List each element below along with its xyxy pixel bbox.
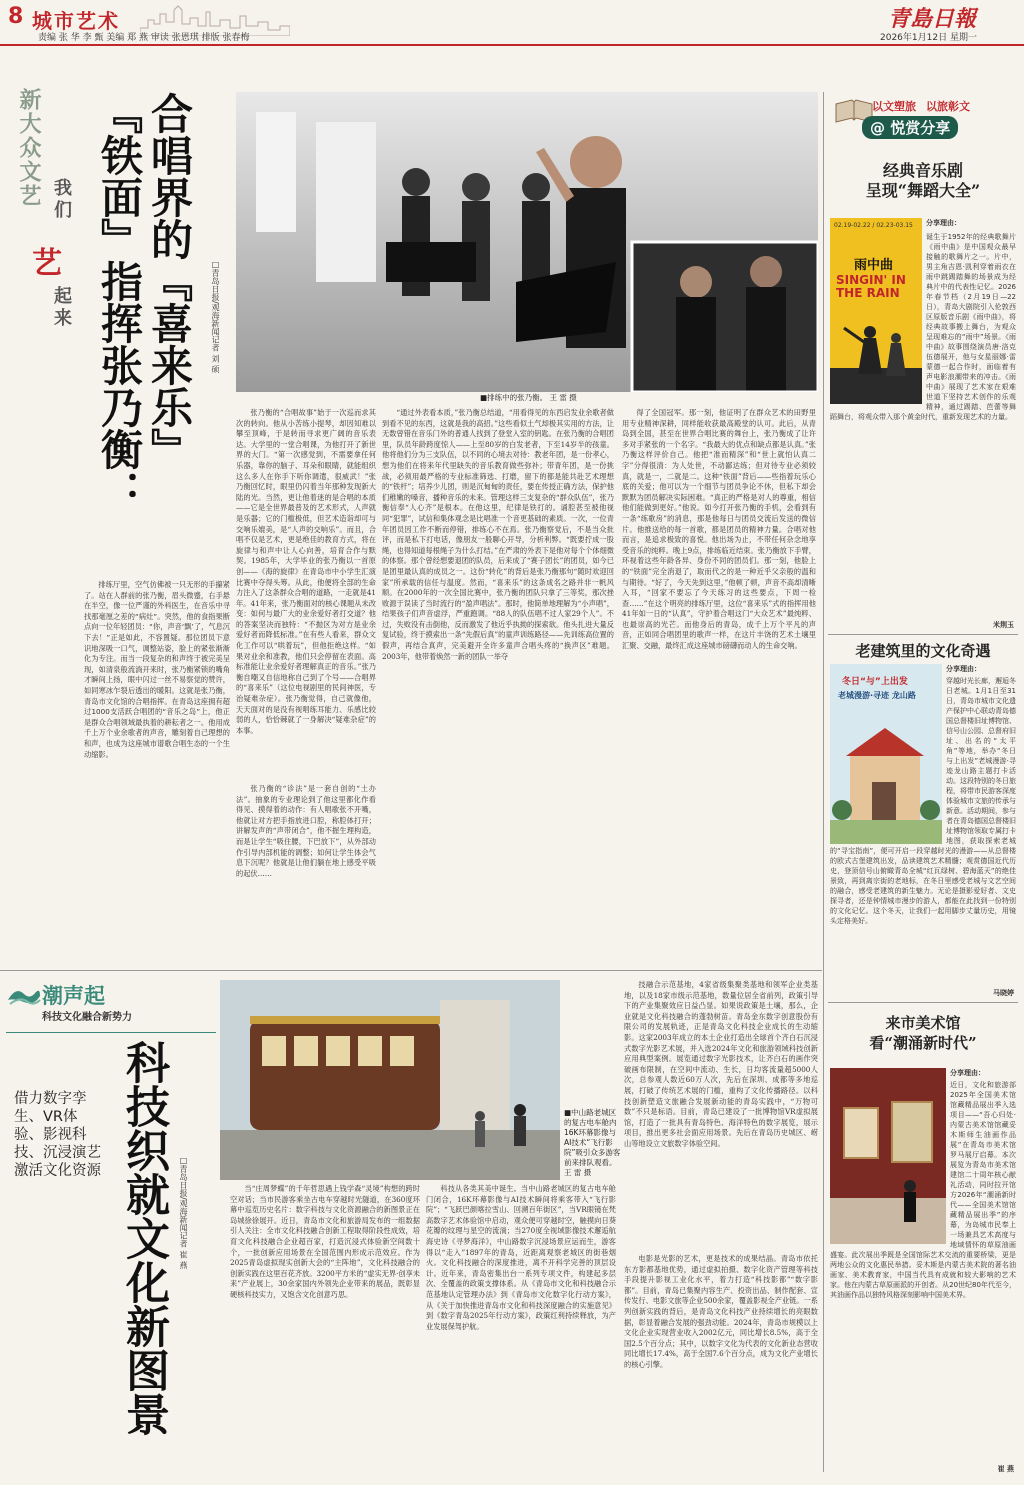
page-number: 8 <box>8 4 24 29</box>
article1-col1-text: 张乃衡的“合唱故事”始于一次巡而求其次的转向。他从小苦练小提琴，却因知难以攀至顶峰，于是转而寻求更广阔的音乐表达。大学里的一堂合唱课，为他打开了新世界的大门。“第一次感觉到，不需要拿任何乐器，靠你的脑子、耳朵和眼睛，就能组织这么多人在你手下听你调遣，很威武！”张乃衡回忆时，眼里仍闪着当年那种发现新大陆的光。当然，更让他着迷的是合唱的本质——它是全世界最普及的艺术形式，人声就是乐器；它的门槛极低，但艺术造诣却可与交响乐媲美，是“人声的交响乐”。而且，合唱不仅是艺术，更是绝佳的教育方式，将在旋律与和声中让人心向善，培育合作与默契。1985年，大学毕业的张乃衡以一首原创——《海的旋律》在青岛市中小学生汇演比赛中夺得头筹。从此，他便将全部的生命力注入了这条群众合唱的道路，一走就是41年。41年来，张乃衡面对的核心课题从未改变：如何与最广大的业余爱好者打交道？他的答案坚决而独特：“不抛区为对方是业余爱好者而降低标准。”在有些人看来，群众文化工作可以“哄着玩”，但他拒绝这样。“如果对业余和准教，他们只会停留在表面。高标准能让业余爱好者理解真正的音乐。”张乃衡自嘲又自信地称自己到了个号——合唱界的“喜来乐”（这位电视剧里的民间神医，专治疑难杂症）。张乃衡觉得，自己就像他，天天面对的是没有视唱练耳能力、乐感比较弱的人，恰恰棘就了一身解决“疑难杂症”的本事。 <box>236 408 376 735</box>
article2-col4-text: 电影是光影的艺术，更是技术的成果结晶。青岛市依托东方影都基地优势，通过虚拟拍摄、数字化资产管理等科技手段提升影视工业化水平，着力打造“科技影都”“数字影都”。目前，青岛已集聚内容生产、投资出品、制作配套、宣传发行、电影文旅等企业500余家，覆盖影视全产业链。一系列创新实践的背后，是青岛文化科技产业持续增长的亮眼数据，彰显着融合发展的强劲动能。2024年，青岛市规模以上文化企业实现营业收入2002亿元，同比增长8.5%，高于全国2.5个百分点；其中，以数字文化为代表的文化新业态营收同比增长17.4%，高于全国7.6个百分点，成为文化产业增长的核心引擎。 <box>624 1254 818 1369</box>
column-banner <box>6 88 86 368</box>
article2-deck: 借力数字孪生、VR体验、影视科技、沉浸演艺激活文化资源 <box>14 1091 101 1179</box>
article1-col4-text: 得了全国冠军。那一刻，他证明了在群众艺术的田野里用专业精神深耕，同样能收获最高殿堂的认可。此后，从青岛到全国，甚至在世界合唱比赛的舞台上，张乃衡成了让许多对手紧张的一个名字。“我最大的优点和缺点都是认真。”张乃衡这样评价自己。他把“准而精深”和“世上就怕认真二字”分得很清：为人处世，不动鄙达练；但对待专业必须较真，就是一，二就是二。这种“铁面”背后——些指着玩乐心底的关爱；他可以为一个细节与团员争论不休，但私下却会默默为团员解决实际困难。“真正的严格是对人的尊重，相信他们能做到更好。”他说。如今打开张乃衡的手机，会看到有一条“练歌房”的消息，那是他每日与团员交流后发送的微信片。他推送给的每一首歌，都是团员的精神力量。合唱对他而言，是追求极致的喜悦。他出场为止，不带任何杂念地享受音乐的纯粹。晚上9点，排练临近结束。张乃衡放下手臂，环视着这些年龄各异、身份不同的团员们。那一刻，他脸上的“铁面”完全消退了，取而代之的是一种近乎父亲般的温和与期待。“好了，今天先到这里，”他顿了顿，声音不高却清晰入耳，“回家不要忘了今天练习的这些要点，下周一检查……”在这个明亮的排练厅里，这位“喜来乐”式的指挥用他41年如一日的“认真”，守护着合唱这门“大众艺术”最纯粹、也最崇高的光芒。而他身后的青岛，成千上万个平凡的声音，正如同合唱团里的歌声一样，在这片丰饶的艺术土壤里汇聚、交融，最终汇成这座城市磅礴而动人的生命交响。 <box>622 408 816 651</box>
item1-reason-label: 分享理由： <box>926 219 961 227</box>
article1-body-col2 <box>236 784 376 964</box>
issue-date: 2026年1月12日 星期一 <box>880 33 977 43</box>
article1-body-col3 <box>382 408 614 963</box>
article1-photo <box>236 92 818 392</box>
rehearsal-photo-image <box>236 92 818 392</box>
article2-body-col4 <box>624 1254 818 1479</box>
item3-float-spacer <box>830 1080 950 1246</box>
article1-intro-text: 排练厅里，空气仿佛被一只无形的手攥紧了。站在人群前的张乃衡，眉头微蹙，右手悬在半空，像一位严谨的外科医生，在音乐中寻找那毫厘之差的“病灶”。突然，他的食指果断点向一位年轻团员：“你，声音‘飘’了，气息沉下去！”正是如此，不容置疑。那位团员下意识地深吸一口气，调整站姿，脸上的紧张渐渐化为专注。而当一段复杂的和声终于被完美呈现，如清泉般流淌开来时，张乃衡紧锁的嘴角才瞬间上扬，眼中闪过一丝不易察觉的赞许，如同寒冰乍裂后透出的暖阳。这就是张乃衡，青岛市文化馆的合唱指挥。在青岛这座拥有超过1000支活跃合唱团的“音乐之岛”上，他正是群众合唱领域最执着的耕耘者之一。他用成千上万个业余歌者的声音，雕刻着自己理想的和声，也成为这座城市谱歌合唱生态的一个生动缩影。 <box>84 580 230 759</box>
item2-reason-label: 分享理由： <box>946 665 981 673</box>
article1-photo-caption: ■排练中的张乃衡。 王 雷 摄 <box>480 393 577 402</box>
article1-headline-line1: 合唱界的『喜来乐』 <box>145 92 194 470</box>
item1-reason-text: 诞生于1952年的经典歌舞片《雨中曲》是中国观众最早接触的歌舞片之一。片中，男主角吉恩·凯利穿着雨衣在雨中跳踢踏舞的场景成为经典片中的代表性记忆。2026年春节档（2月19日—22日），青岛大剧院引入伦敦西区原版音乐剧《雨中曲》，将经典故事搬上舞台，为观众呈现难忘的“雨中”场景。《雨中曲》故事围绕演员唐·洛克伍德展开，他与女星丽娜·雷蒙德一起合作时，面临着有声电影浪潮带来的冲击。《雨中曲》展现了艺术家在艰难世道下坚持艺术创作的乐观精神，通过踢踏、芭蕾等舞蹈舞台，将观众带入那个黄金时代，重新发现艺术的力量。 <box>830 233 1016 421</box>
article2-col3-text: 技融合示范基地，4家省级集聚类基地和领军企业类基地，以及18家市级示范基地，数量位居全省前列，政策引导下的产业集聚效应日益凸显。如果说政策是土壤，那么，企业就是文化科技融合的蓬勃树苗。青岛金东数字创意股份有限公司的发展轨迹，正是青岛文化科技企业成长的生动缩影。这家2003年成立的本土企业打造出全球首个齐白石沉浸式数字光影艺术展，并入选2024年文化和旅游领域科技创新应用典型案例。展览通过数字光影技术，让齐白石的画作突破画布限制，在空间中流动、生长，日均客流量超5000人次，总参观人数近60万人次，先后在深圳、成都等多地巡展，打破了传统艺术展的门槛，重构了文化传播路径。以科技创新塑造文旅融合发展新动能的青岛实践中，“万物可数”不只是标语。目前，青岛已建设了一批博物馆VR虚拟展馆，打造了一批具有青岛特色、海洋特色的数字展览，展示项目，推出更多社会面应用场景。先后在青岛历史城区、崂山等地设立文旅数字体验空间。 <box>624 980 818 1148</box>
item2-float-spacer <box>830 676 946 846</box>
item3-reason-text-wrap <box>830 1080 1016 1464</box>
item2-reason-label-wrap <box>946 664 1016 674</box>
story-divider <box>0 970 822 971</box>
editors-line: 责编 张 华 李 甄 美编 郑 燕 审读 张恩琪 排版 张春梅 <box>38 33 250 43</box>
item2-poster-line2: 老城漫游·寻迹 龙山路 <box>838 691 916 700</box>
article1-col2-text: 张乃衡的“诊法”是一套自创的“土办法”。抽象的专业理论到了他这里都化作看得见、摸得着的动作：有人唱歌张不开嘴，他就让对方把手指放进口腔，称腔体打开；讲解发声的“声带闭合”，他不握生理构造，而是让学生“吸住腰，下巴放下”，从外部动作引导内部机能的调整；如何让学生体会气息下沉呢？他就是让他们躺在地上感受平吸的起伏…… <box>236 784 376 878</box>
item1-poster-dates: 02.19-02.22 / 02.23-03.15 <box>834 222 913 229</box>
sidebar-divider <box>823 92 824 1472</box>
item3-title-line1: 来市美术馆 <box>885 1014 961 1032</box>
item1-author: 米荆玉 <box>993 621 1014 629</box>
column-banner-red: 艺 <box>32 246 62 281</box>
column-banner-mid: 我们 <box>51 178 72 222</box>
masthead-rule <box>0 44 1024 46</box>
article2-body-col3 <box>624 980 818 1250</box>
article2-byline: □青岛日报/观海新闻记者 崔 燕 <box>179 1156 188 1269</box>
sidebar-rule2 <box>828 1002 1018 1003</box>
item2-author: 马晓婷 <box>993 989 1014 997</box>
item3-reason-label: 分享理由： <box>950 1069 985 1077</box>
item3-reason-text: 近日，文化和旅游部2025年全国美术馆馆藏精品展出季入选项目——“吾心归处·内蒙古美术馆馆藏妥木斯师生油画作品展”在青岛市美术馆罗马展厅启幕。本次展览为青岛市美术馆建馆二十周年核心献礼活动，同时拉开馆方2026年“潮涌新时代——全国美术馆馆藏精品展出季”的序幕，为岛城市民奉上一场兼具艺术高度与地域情怀的草原油画盛宴。此次展出季既是全国馆际艺术交流的重要桥梁，更是两地公众的文化惠民举措。妥木斯是内蒙古美术院的著名油画家、美术教育家，中国当代具有成就和较大影响的艺术家。他在内蒙古草原画派的开创者。从20世纪80年代至今，其油画作品以独特风格深刻影响中国美术界。 <box>830 1081 1016 1299</box>
masthead <box>0 0 1024 46</box>
section-title: 城市艺术 <box>32 9 120 33</box>
sidebar-slogan1: 以文塑旅 <box>872 100 916 113</box>
sidebar <box>828 92 1018 1477</box>
tram-photo-image <box>220 980 560 1180</box>
item2-poster-line1: 冬日“与”上出发 <box>842 677 908 687</box>
article2-col1-text: 当“庄周梦蝶”的千年哲思遇上钱学森“灵境”构想的跨时空对话；当市民游客乘坐古电车穿越时光隧道，在360度环幕中巡览历史名片：数字科技与文化资源融合的新图景正在岛城徐徐展开。近日，青岛市文化和旅游局发布的一组数据引人关注：全市文化科技融合创新工程取得阶段性成效，培育文化科技融合企业超百家，打造沉浸式体验新空间数十个，一批创新应用场景在全国范围内形成示范效应。作为2025青岛虚拟现实创新大会的“主阵地”，文化科技融合的创新实践在这里百花齐放。3200平方米的“虚实无界·创享未来”产业展上，30余家国内外领先企业带来的展品，既彰显硬核科技实力，又饱含文化创意巧思。 <box>230 1184 420 1299</box>
sidebar-column-name: @ 悦赏分享 <box>862 116 958 139</box>
item1-poster-title-cn: 雨中曲 <box>854 258 894 273</box>
article2-body-col1 <box>230 1184 420 1479</box>
article2-banner-rule <box>6 1032 216 1033</box>
item3-reason-label-wrap <box>950 1068 1016 1078</box>
column-banner-tail: 起来 <box>51 286 72 330</box>
item1-title-line2: 呈现“舞蹈大全” <box>865 181 981 200</box>
item2-reason-text-wrap <box>830 676 1016 988</box>
article2-banner: 潮声起 <box>42 984 105 1008</box>
sidebar-rule1 <box>828 634 1018 635</box>
item2-title: 老建筑里的文化奇遇 <box>855 642 991 660</box>
article2-photo <box>220 980 560 1180</box>
item3-author: 崔 燕 <box>997 1465 1014 1473</box>
column-banner-big: 新大众文艺 <box>16 88 41 208</box>
article2-body-col2 <box>426 1184 616 1479</box>
item2-reason-text: 穿越时光长廊，邂逅冬日老城。1月1日至31日，青岛市城市文化遗产保护中心联动青岛德国总督楼旧址博物馆、信号山公园、总督府旧址、出名的“太平角”等地，举办“冬日与上出发”老城漫游·寻迹龙山路主题打卡活动。这段特别的冬日旅程，将带市民游客深度体验城市文旅的传承与新意。活动期间，参与者在青岛德国总督楼旧址博物馆领取专属打卡地图，获取探索老城的“寻宝指南”，便可开启一段穿越时光的漫游——从总督楼的欧式古堡建筑出发，品读建筑艺术精髓；观赏德国近代历史，登顶信号山俯瞰青岛全城“红瓦绿树、碧海蓝天”的绝佳景致，再到离宗街的老地标，在冬日里感受老城与文艺空间的融合，感受老建筑的新生魅力。无论是摄影爱好者、文史探寻者，还是钟情城市漫步的游人，都能在此找到一份特别的文化记忆。这个冬天，让我们一起用脚步丈量历史，用镜头定格美好。 <box>830 677 1016 925</box>
article1-byline: □青岛日报/观海新闻记者 刘 硕 <box>211 260 220 373</box>
item1-reason-text-wrap <box>830 232 1016 622</box>
item1-poster-title-en: SINGIN' IN THE RAIN <box>836 273 906 300</box>
newspaper-logo: 青島日報 <box>888 6 977 32</box>
article2-banner-sub: 科技文化融合新势力 <box>42 1012 132 1023</box>
article1-headline-line2: 『铁面』指挥张乃衡： <box>95 92 144 512</box>
item1-float-spacer <box>830 232 926 408</box>
article1-intro <box>84 580 230 1010</box>
article2-photo-caption: ■中山路老城区的复古电车舱内16K环幕影像与AI技术“飞行影院”吸引众多游客前来排队观看。 王 雷 摄 <box>564 1108 621 1177</box>
article2-headline: 科技织就文化新图景 <box>118 1040 169 1436</box>
wave-icon <box>6 982 42 1008</box>
article1-col3-text: “通过外表看本质，”张乃衡总结道，“用看得见的东西启发业余歌者做到看不见的东西，这就是我的高招。”这些看似土气却极其实用的方法，让无数曾错在音乐门外的普通人找到了登堂入室的钥匙。在张乃衡的合唱团里，队员年龄跨度惊人——上至80岁的白发老者，下至14岁半的孩童。他将他们分为三支队伍，以不同的心境去对待：教老年团，是一份孝心，想为他们在将来年代里缺失的音乐教育做些弥补；带青年团，是一份挑战，必须用最严格的专业标准筛选、打磨，留下的都是能共赴艺术理想的“铁杆”；培养少儿团，则是沉甸甸的责任，要在传授正确方法，保护他们稚嫩的嗓音，播种音乐的未来。管理这样三支复杂的“群众队伍”，张乃衡信奉“人心齐”是根本。在他这里，纪律是铁打的。诵腔甚至被他视同“犯罪”，试信和集体观念是比唱准一个音更基础的素质。一次，一位青年团员因工作不断而停错，排练心不在焉。张乃衡察觉后，不是当众批评，而是私下打电话，像朋友一般聊心开导，分析利弊。“既要拧成一股绳，也得知道每根绳子为什么打结。”在严肃的外表下是他对每个个体细微的体察。那个曾经想要退团的队员，后来成了“赛子团长”的团员，如今已是团里最认真的成员之一。这份“转化”的背后是张乃衡那句“随时欢迎回家”所承载的信任与温度。然而，“喜来乐”的这条成名之路并非一帆风顺。在2000年的一次全国比赛中，张乃衡的团队只拿了三等奖，那次挫败源于误读了当时流行的“盈声唱法”。那时，他简单地理解为“小声唱”，结果孩子们声音虚浮，严重跑调。“88人的队伍唱不过人家29个人”。不过，失败没有击倒他，反而激发了他近乎执拗的探索欲。他头扎进大量反复试验，终于摸索出一条“先假后真”的童声训练路径——先训练高位置的假声，再结合真声，完美避开全许多童声合唱头疼的“换声区”难题。2003年，他带着焕然一新的团队一举夺 <box>382 408 614 661</box>
item3-title-line2: 看“潮涌新时代” <box>869 1034 977 1052</box>
sidebar-slogan2: 以旅彰文 <box>926 100 970 113</box>
article2-col2-text: 科技从各类其美中诞生。当中山路老城区的复古电车舱门闭合，16K环幕影像与AI技术瞬间将乘客带入“飞行影院”；“飞跃巴颜喀拉雪山、回溯百年街区”，当VR眼镜在梵高数字艺术体验馆中启动，观众便可穿越时空，触摸向日葵花瓣的纹理与星空的流淌；当270度全视域影像技术邂逅航海史诗《寻梦海洋》，中山路数字沉浸场景应运而生，游客得以“走入”1897年的青岛，近距离观察老城区的街巷烟火。文化科技融合的深度推进，离不开科学完善的顶层设计。近年来，青岛密集出台一系列专项文件，构建起多层次、全覆盖的政策支撑体系。从《青岛市文化和科技融合示范基地认定管理办法》到《青岛市文化数字化行动方案》，从《关于加快推进青岛市文化和科技深度融合的实施意见》到《数字青岛2025年行动方案》，政策红利持续释放，为产业发展保驾护航。 <box>426 1184 616 1331</box>
item1-title-line1: 经典音乐剧 <box>882 161 963 180</box>
article1-body-col4 <box>622 408 816 963</box>
